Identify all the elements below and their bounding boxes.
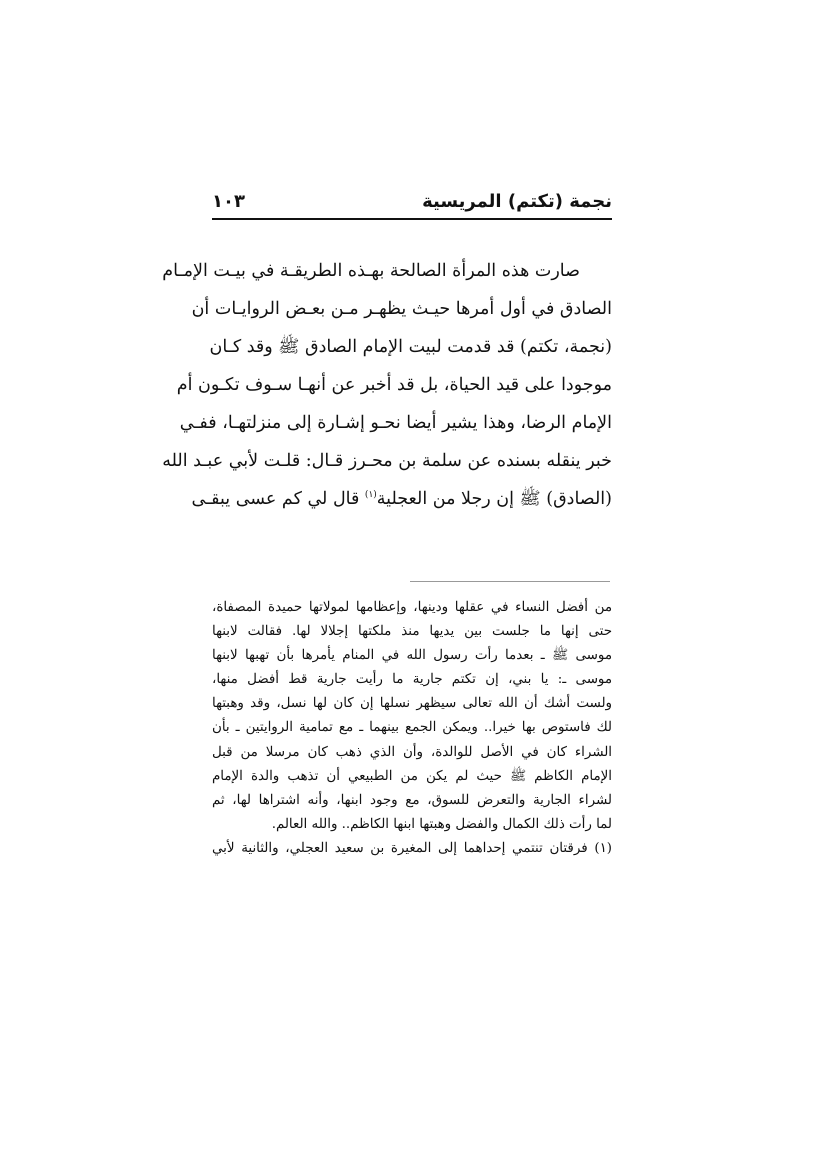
body-line: موجودا على قيد الحياة، بل قد أخبر عن أنهـا سـوف تكـون أم — [176, 375, 612, 395]
chapter-title: نجمة (تكتم) المريسية — [422, 190, 612, 212]
footnote-line: لك فاستوص بها خيرا.. ويمكن الجمع بينهما ـ مع تمامية الروايتين ـ بأن — [212, 720, 612, 736]
body-line-text: (الصادق) ﷺ إن رجلا من العجلية — [376, 489, 612, 509]
footnote-line: لشراء الجارية والتعرض للسوق، مع وجود ابنها، وأنه اشتراها لها، ثم — [212, 792, 612, 808]
footnote-1-line: (١) فرقتان تنتمي إحداهما إلى المغيرة بن سعيد العجلي، والثانية لأبي — [212, 840, 612, 856]
running-header — [212, 186, 612, 216]
body-line: الصادق في أول أمرها حيـث يظهـر مـن بعـض الروايـات أن — [191, 299, 612, 319]
footnote-line: الإمام الكاظم ﷺ حيث لم يكن من الطبيعي أن تذهب والدة الإمام — [212, 768, 612, 784]
footnote-line: لما رأت ذلك الكمال والفضل وهبتها ابنها الكاظم.. والله العالم. — [271, 816, 612, 832]
footnote-line: حتى إنها ما جلست بين يديها منذ ملكتها إجلالا لها. فقالت لابنها — [212, 624, 612, 640]
header-rule — [212, 218, 612, 220]
main-text — [162, 252, 612, 518]
footnote-line: من أفضل النساء في عقلها ودينها، وإعظامها لمولاتها حميدة المصفاة، — [212, 600, 612, 615]
footnote-line: الشراء كان في الأصل للوالدة، وأن الذي ذهب كان مرسلا من قبل — [212, 744, 612, 760]
footnote-line: موسى ـ: يا بني، إن تكتم جارية ما رأيت جارية قط أفضل منها، — [212, 672, 612, 688]
page-number: ١٠٣ — [212, 190, 245, 212]
footnote-line: موسى ﷺ ـ بعدما رأت رسول الله في المنام يأمرها بأن تهبها لابنها — [212, 648, 612, 664]
body-line: (نجمة، تكتم) قد قدمت لبيت الإمام الصادق ﷺ وقد كـان — [209, 337, 612, 357]
body-line: خبر ينقله بسنده عن سلمة بن محـرز قـال: قلـت لأبي عبـد الله — [162, 451, 612, 471]
body-line-tail: قال لي كم عسى يبقـى — [191, 489, 365, 509]
footnote-separator — [410, 581, 610, 582]
footnotes — [212, 596, 612, 861]
body-line: الإمام الرضا، وهذا يشير أيضا نحـو إشـارة إلى منزلتهـا، ففـي — [179, 413, 612, 433]
footnote-line: ولست أشك أن الله تعالى سيظهر نسلها إن كان لها نسل، وقد وهبتها — [212, 696, 612, 712]
body-line-last — [191, 480, 612, 518]
footnote-reference[interactable]: (١) — [364, 490, 377, 501]
body-line: صارت هذه المرأة الصالحة بهـذه الطريقـة في بيـت الإمـام — [162, 261, 580, 281]
